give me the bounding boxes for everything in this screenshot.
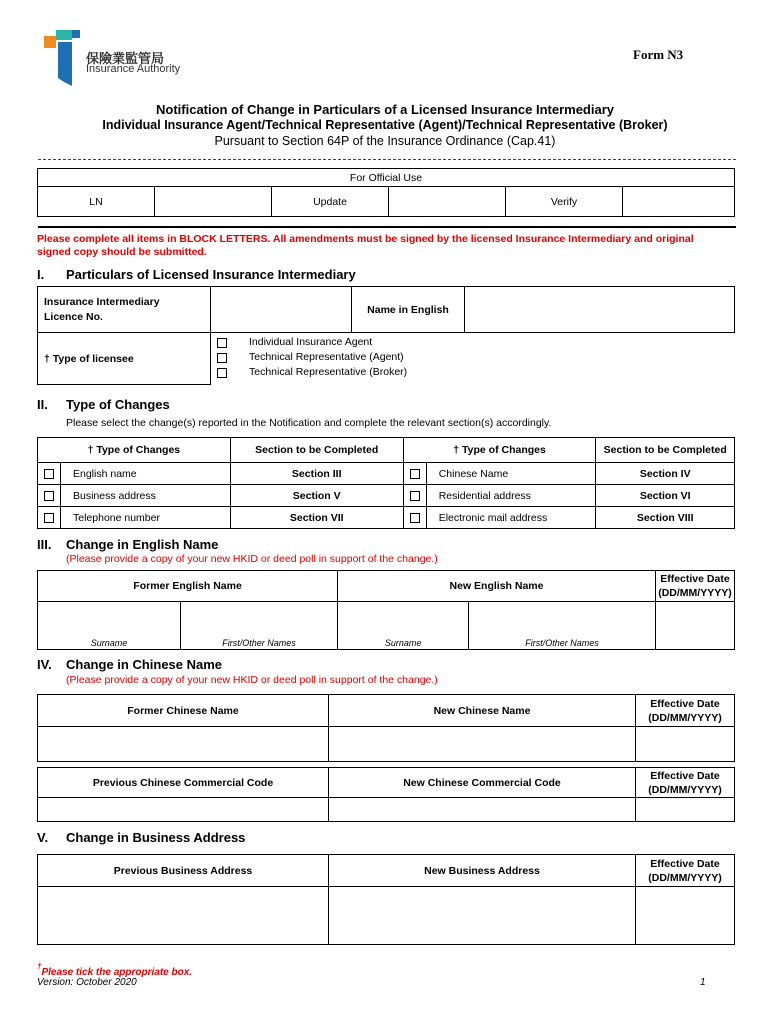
telephone-checkbox[interactable] bbox=[44, 513, 54, 523]
former-surname-field[interactable] bbox=[38, 602, 181, 650]
business-address-checkbox[interactable] bbox=[44, 491, 54, 501]
form-subtitle: Individual Insurance Agent/Technical Representative (Agent)/Technical Representative (Broker) bbox=[102, 118, 668, 132]
section-3-number: III. bbox=[37, 537, 52, 552]
english-name-label: English name bbox=[61, 463, 231, 485]
section-3-note: (Please provide a copy of your new HKID or deed poll in support of the change.) bbox=[66, 553, 438, 565]
former-chinese-name-header: Former Chinese Name bbox=[38, 695, 329, 727]
date-format-label: (DD/MM/YYYY) bbox=[648, 711, 722, 724]
commercial-code-table bbox=[37, 767, 735, 822]
chinese-name-table bbox=[37, 694, 735, 762]
form-ordinance: Pursuant to Section 64P of the Insurance Ordinance (Cap.41) bbox=[214, 134, 556, 148]
section-2-note: Please select the change(s) reported in the Notification and complete the relevant section(s) accordingly. bbox=[66, 417, 552, 429]
licence-no-label bbox=[38, 287, 211, 333]
chinese-effective-date-field[interactable] bbox=[636, 727, 735, 762]
section-vii-ref: Section VII bbox=[230, 507, 403, 529]
english-effective-date-header bbox=[655, 571, 734, 602]
effective-date-label: Effective Date bbox=[660, 573, 730, 585]
business-address-label: Business address bbox=[61, 485, 231, 507]
version-text: Version: October 2020 bbox=[37, 977, 137, 988]
former-first-name-label: First/Other Names bbox=[222, 638, 296, 648]
ln-label: LN bbox=[38, 187, 155, 217]
address-effective-date-field[interactable] bbox=[636, 887, 735, 945]
new-surname-label: Surname bbox=[384, 638, 422, 648]
new-commercial-code-header: New Chinese Commercial Code bbox=[329, 768, 636, 798]
col-type-left: † Type of Changes bbox=[38, 438, 231, 463]
verify-field bbox=[623, 187, 735, 217]
residential-address-label: Residential address bbox=[426, 485, 596, 507]
official-use-header: For Official Use bbox=[38, 169, 735, 187]
tr-broker-label: Technical Representative (Broker) bbox=[249, 365, 408, 378]
divider bbox=[38, 159, 736, 160]
address-effective-date-header bbox=[636, 855, 735, 887]
update-field bbox=[389, 187, 506, 217]
date-format-label: (DD/MM/YYYY) bbox=[648, 783, 722, 796]
section-5-title: Change in Business Address bbox=[66, 830, 246, 845]
section-3-title: Change in English Name bbox=[66, 537, 219, 552]
licence-no-label-line-1: Insurance Intermediary bbox=[44, 295, 160, 308]
telephone-label: Telephone number bbox=[61, 507, 231, 529]
individual-agent-label: Individual Insurance Agent bbox=[249, 335, 373, 348]
previous-commercial-code-header: Previous Chinese Commercial Code bbox=[38, 768, 329, 798]
date-format-label: (DD/MM/YYYY) bbox=[648, 871, 722, 884]
former-english-name-header: Former English Name bbox=[38, 571, 338, 602]
new-surname-field[interactable] bbox=[338, 602, 469, 650]
new-chinese-name-header: New Chinese Name bbox=[329, 695, 636, 727]
email-checkbox-cell bbox=[403, 507, 426, 529]
english-effective-date-field[interactable] bbox=[655, 602, 734, 650]
section-vi-ref: Section VI bbox=[596, 485, 735, 507]
new-first-name-field[interactable] bbox=[469, 602, 656, 650]
new-chinese-name-field[interactable] bbox=[329, 727, 636, 762]
code-effective-date-header bbox=[636, 768, 735, 798]
new-business-address-header: New Business Address bbox=[329, 855, 636, 887]
dagger-symbol: † bbox=[37, 962, 42, 971]
chinese-effective-date-header bbox=[636, 695, 735, 727]
previous-business-address-header: Previous Business Address bbox=[38, 855, 329, 887]
chinese-name-checkbox[interactable] bbox=[410, 469, 420, 479]
date-format-label: (DD/MM/YYYY) bbox=[658, 587, 732, 599]
tick-note-text: Please tick the appropriate box. bbox=[41, 967, 193, 978]
section-iii-ref: Section III bbox=[230, 463, 403, 485]
effective-date-label: Effective Date bbox=[650, 697, 720, 710]
business-address-checkbox-cell bbox=[38, 485, 61, 507]
type-of-licensee-options bbox=[211, 333, 735, 385]
new-first-name-label: First/Other Names bbox=[525, 638, 599, 648]
col-section-right: Section to be Completed bbox=[596, 438, 735, 463]
section-iv-ref: Section IV bbox=[596, 463, 735, 485]
email-label: Electronic mail address bbox=[426, 507, 596, 529]
new-business-address-field[interactable] bbox=[329, 887, 636, 945]
new-commercial-code-field[interactable] bbox=[329, 798, 636, 822]
section-v-ref: Section V bbox=[230, 485, 403, 507]
licence-no-label-line-2: Licence No. bbox=[44, 310, 103, 323]
section-2-title: Type of Changes bbox=[66, 397, 170, 412]
type-of-changes-table bbox=[37, 437, 735, 529]
former-surname-label: Surname bbox=[90, 638, 128, 648]
licensee-table bbox=[37, 286, 735, 385]
business-address-table bbox=[37, 854, 735, 945]
licence-no-field[interactable] bbox=[211, 287, 352, 333]
section-4-number: IV. bbox=[37, 657, 52, 672]
form-title: Notification of Change in Particulars of a Licensed Insurance Intermediary bbox=[156, 102, 614, 117]
section-4-note: (Please provide a copy of your new HKID or deed poll in support of the change.) bbox=[66, 674, 438, 686]
chinese-name-label: Chinese Name bbox=[426, 463, 596, 485]
instructions-line-2: signed copy should be submitted. bbox=[37, 246, 207, 258]
verify-label: Verify bbox=[506, 187, 623, 217]
form-number: Form N3 bbox=[633, 47, 684, 62]
col-type-right: † Type of Changes bbox=[403, 438, 596, 463]
type-of-licensee-label: † Type of licensee bbox=[38, 333, 211, 385]
section-4-title: Change in Chinese Name bbox=[66, 657, 223, 672]
former-chinese-name-field[interactable] bbox=[38, 727, 329, 762]
logo bbox=[42, 26, 82, 86]
chinese-name-checkbox-cell bbox=[403, 463, 426, 485]
name-english-label: Name in English bbox=[352, 287, 465, 333]
email-checkbox[interactable] bbox=[410, 513, 420, 523]
telephone-checkbox-cell bbox=[38, 507, 61, 529]
residential-address-checkbox-cell bbox=[403, 485, 426, 507]
previous-business-address-field[interactable] bbox=[38, 887, 329, 945]
logo-chinese-text: 保險業監管局 bbox=[86, 51, 165, 66]
tr-agent-checkbox[interactable] bbox=[217, 353, 227, 363]
former-first-name-field[interactable] bbox=[181, 602, 338, 650]
divider-thick bbox=[38, 226, 736, 228]
english-name-table bbox=[37, 570, 735, 650]
section-1-number: I. bbox=[37, 267, 45, 282]
effective-date-label: Effective Date bbox=[650, 857, 720, 870]
new-english-name-header: New English Name bbox=[338, 571, 656, 602]
logo-english-text: Insurance Authority bbox=[86, 63, 181, 75]
section-2-number: II. bbox=[37, 397, 48, 412]
instructions-line-1: Please complete all items in BLOCK LETTERS. All amendments must be signed by the licensed Insurance Intermediary and original bbox=[37, 233, 694, 245]
individual-agent-checkbox[interactable] bbox=[217, 338, 227, 348]
section-5-number: V. bbox=[37, 830, 49, 845]
section-viii-ref: Section VIII bbox=[596, 507, 735, 529]
ln-field bbox=[155, 187, 272, 217]
section-1-title: Particulars of Licensed Insurance Intermediary bbox=[66, 267, 356, 282]
insurance-authority-logo-icon bbox=[42, 26, 82, 86]
english-name-checkbox-cell bbox=[38, 463, 61, 485]
tr-broker-checkbox[interactable] bbox=[217, 368, 227, 378]
name-english-field[interactable] bbox=[465, 287, 735, 333]
official-use-table bbox=[37, 168, 735, 217]
update-label: Update bbox=[272, 187, 389, 217]
page-number: 1 bbox=[700, 977, 706, 988]
code-effective-date-field[interactable] bbox=[636, 798, 735, 822]
effective-date-label: Effective Date bbox=[650, 769, 720, 782]
col-section-left: Section to be Completed bbox=[230, 438, 403, 463]
tr-agent-label: Technical Representative (Agent) bbox=[249, 350, 404, 363]
previous-commercial-code-field[interactable] bbox=[38, 798, 329, 822]
residential-address-checkbox[interactable] bbox=[410, 491, 420, 501]
english-name-checkbox[interactable] bbox=[44, 469, 54, 479]
